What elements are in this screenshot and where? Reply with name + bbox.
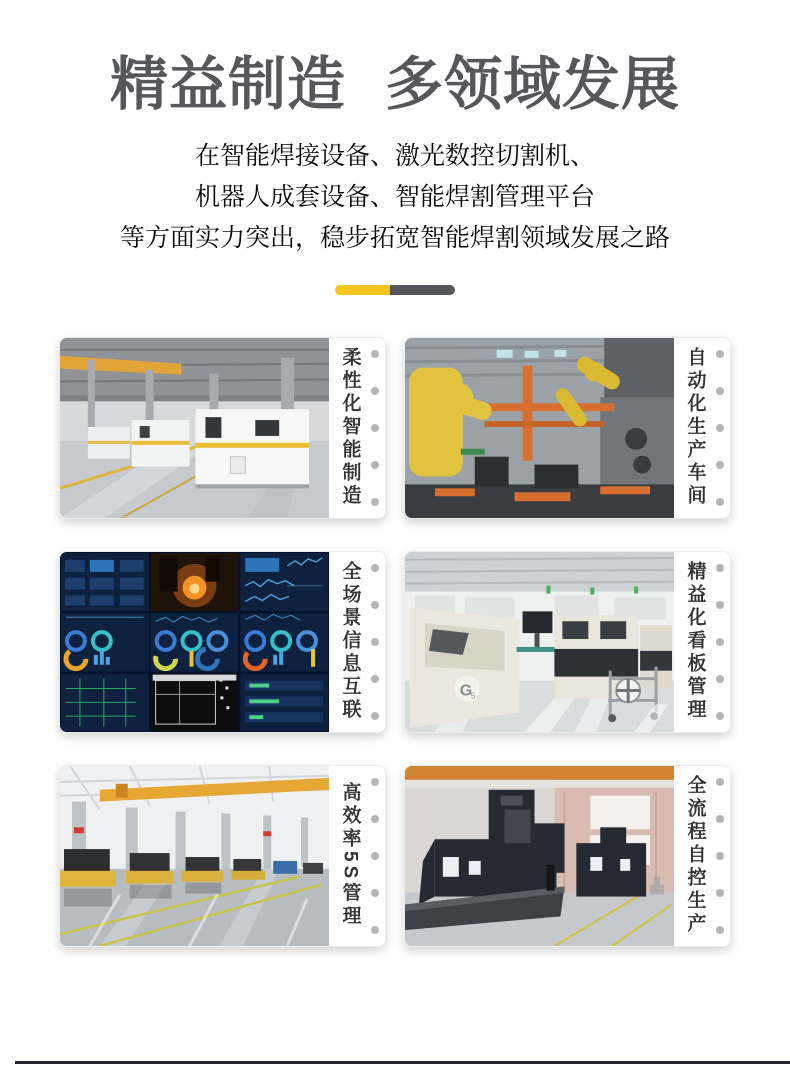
card-label: 自动化生产车间 [684, 347, 706, 509]
dot-markers [715, 778, 725, 934]
card-full-scene-information-interconnect [59, 551, 386, 733]
card-label-panel [674, 338, 730, 518]
card-full-process-auto-controlled-production [404, 765, 731, 947]
card-label: 全场景信息互联 [339, 561, 361, 723]
subtitle-line-3: 等方面实力突出，稳步拓宽智能焊割领域发展之路 [119, 223, 670, 252]
svg-text:5: 5 [470, 690, 476, 700]
card-label-panel [329, 552, 385, 732]
card-high-efficiency-5s-management [59, 765, 386, 947]
card-label: 精益化看板管理 [684, 561, 706, 723]
dot-markers [370, 350, 380, 506]
card-lean-kanban-management [404, 551, 731, 733]
subtitle-line-2: 机器人成套设备、智能焊割管理平台 [194, 182, 595, 211]
page-title: 精益制造 多领域发展 [109, 52, 681, 117]
full-scene-information-interconnect-photo [60, 552, 329, 732]
card-label-panel [329, 338, 385, 518]
dot-markers [715, 564, 725, 720]
card-label: 柔性化智能制造 [339, 347, 361, 509]
high-efficiency-5s-management-photo [60, 766, 329, 946]
card-label: 高效率5S管理 [339, 782, 361, 929]
card-label-panel [674, 552, 730, 732]
automated-production-workshop-photo [405, 338, 674, 518]
dot-markers [370, 778, 380, 934]
card-label: 全流程自控生产 [684, 775, 706, 937]
next-section-top-edge [15, 1061, 790, 1064]
subtitle-line-1: 在智能焊接设备、激光数控切割机、 [194, 141, 595, 170]
dot-markers [715, 350, 725, 506]
feature-card-grid [59, 337, 731, 947]
page-subtitle [0, 136, 790, 259]
full-process-auto-controlled-production-photo [405, 766, 674, 946]
divider-dark-segment [390, 285, 455, 295]
svg-text:G: G [459, 682, 473, 699]
section-divider [335, 285, 455, 295]
lean-kanban-management-photo [405, 552, 674, 732]
card-automated-production-workshop [404, 337, 731, 519]
dot-markers [370, 564, 380, 720]
card-flexible-intelligent-manufacturing [59, 337, 386, 519]
card-label-panel [674, 766, 730, 946]
divider-yellow-segment [335, 285, 390, 295]
promo-page [0, 50, 790, 1070]
card-label-panel [329, 766, 385, 946]
flexible-intelligent-manufacturing-photo [60, 338, 329, 518]
